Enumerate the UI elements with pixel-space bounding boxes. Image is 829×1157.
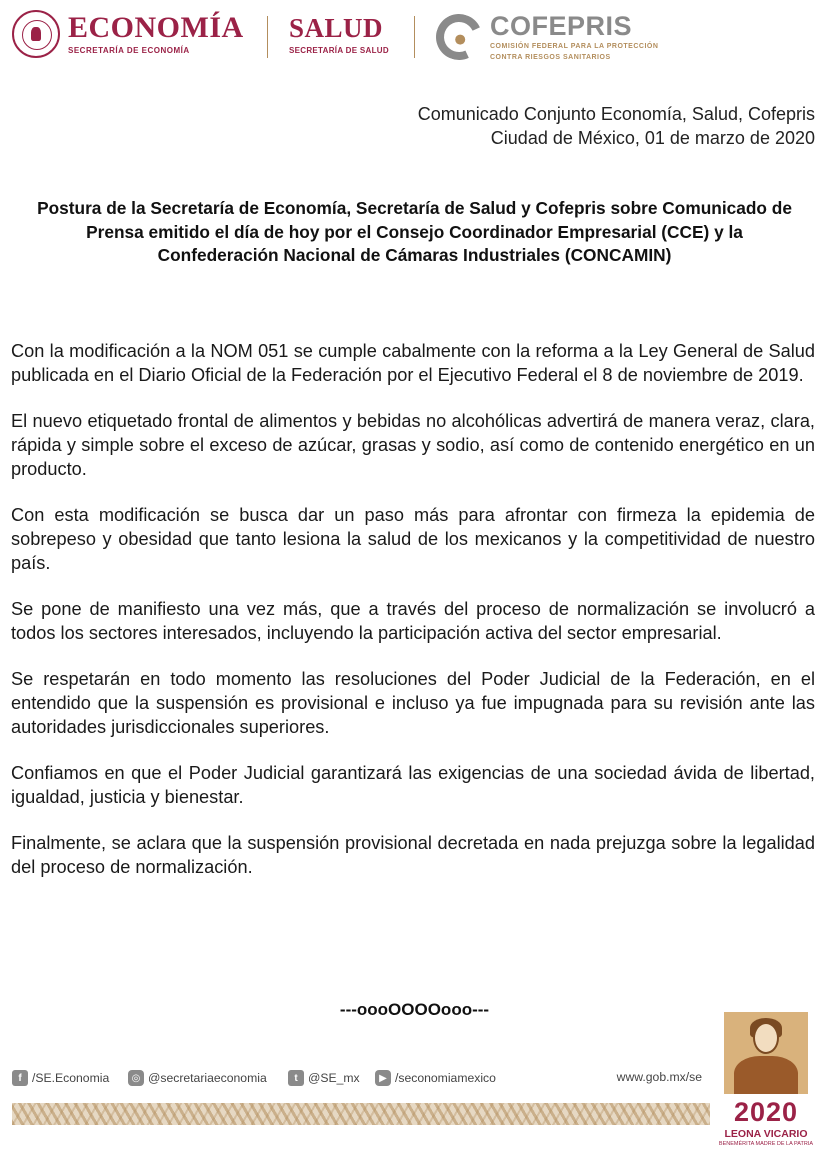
badge-name: LEONA VICARIO [724,1128,808,1140]
youtube-link[interactable] [375,1070,496,1086]
salud-subtitle: SECRETARÍA DE SALUD [289,46,389,55]
instagram-handle: @secretariaeconomia [148,1071,267,1085]
social-footer [12,1070,702,1090]
logo-divider [414,16,415,58]
paragraph: Se pone de manifiesto una vez más, que a través del proceso de normalización se involucró a todos los sectores interesados, incluyendo la participación activa del sector empresarial. [11,599,815,643]
twitter-icon: t [288,1070,304,1086]
facebook-handle: /SE.Economia [32,1071,110,1085]
youtube-handle: /seconomiamexico [395,1071,496,1085]
salud-title: SALUD [289,13,384,43]
paragraph: Confiamos en que el Poder Judicial garantizará las exigencias de una sociedad ávida de libertad, igualdad, justicia y bienestar. [11,763,815,807]
decorative-pattern-band [12,1103,710,1125]
leona-vicario-badge [718,1012,814,1152]
facebook-link[interactable] [12,1070,109,1086]
closing-mark: ---oooOOOOooo--- [339,1000,490,1019]
twitter-handle: @SE_mx [308,1071,360,1085]
economia-logo [12,10,244,58]
cofepris-logo [436,12,658,62]
dateline-communique: Comunicado Conjunto Economía, Salud, Cofepris [417,104,815,124]
economia-subtitle: SECRETARÍA DE ECONOMÍA [68,46,190,55]
badge-year: 2020 [733,1097,799,1127]
instagram-link[interactable] [128,1070,267,1086]
website-link[interactable]: www.gob.mx/se [616,1070,702,1084]
cofepris-title: COFEPRIS [490,11,633,41]
paragraph: El nuevo etiquetado frontal de alimentos y bebidas no alcohólicas advertirá de manera veraz, clara, rápida y simple sobre el exceso de azúcar, grasas y sodio, así como de contenido energético en un producto. [11,411,815,479]
badge-subtitle: BENEMÉRITA MADRE DE LA PATRIA [718,1141,814,1147]
facebook-icon: f [12,1070,28,1086]
dateline [418,102,815,150]
paragraph: Con esta modificación se busca dar un paso más para afrontar con firmeza la epidemia de sobrepeso y obesidad que tanto lesiona la salud de los mexicanos y la competitividad de nuestro país. [11,505,815,573]
cofepris-subtitle-2: CONTRA RIESGOS SANITARIOS [490,54,611,61]
cofepris-subtitle-1: COMISIÓN FEDERAL PARA LA PROTECCIÓN [490,43,659,50]
paragraph: Se respetarán en todo momento las resoluciones del Poder Judicial de la Federación, en el entendido que la suspensión es provisional e incluso ya fue impugnada para su revisión ante las autoridades jurisdiccionales superiores. [11,669,815,737]
cofepris-emblem-icon [430,8,489,67]
dateline-place-date: Ciudad de México, 01 de marzo de 2020 [490,128,815,148]
paragraph: Finalmente, se aclara que la suspensión provisional decretada en nada prejuzga sobre la legalidad del proceso de normalización. [11,833,815,877]
twitter-link[interactable] [288,1070,360,1086]
economia-title: ECONOMÍA [68,11,244,44]
youtube-icon: ▶ [375,1070,391,1086]
document-body [11,339,815,901]
salud-logo [289,14,389,55]
national-seal-icon [12,10,60,58]
paragraph: Con la modificación a la NOM 051 se cumple cabalmente con la reforma a la Ley General de Salud publicada en el Diario Oficial de la Federación por el Ejecutivo Federal el 8 de noviembre de 2019. [11,341,815,385]
document-title: Postura de la Secretaría de Economía, Secretaría de Salud y Cofepris sobre Comunicado de Prensa emitido el día de hoy por el Consejo Coordinador Empresarial (CCE) y la Confederación Nacional de Cámaras Industriales (CONCAMIN) [37,198,792,265]
letterhead [0,0,829,70]
leona-vicario-portrait-icon [724,1012,808,1094]
instagram-icon: ◎ [128,1070,144,1086]
logo-divider [267,16,268,58]
